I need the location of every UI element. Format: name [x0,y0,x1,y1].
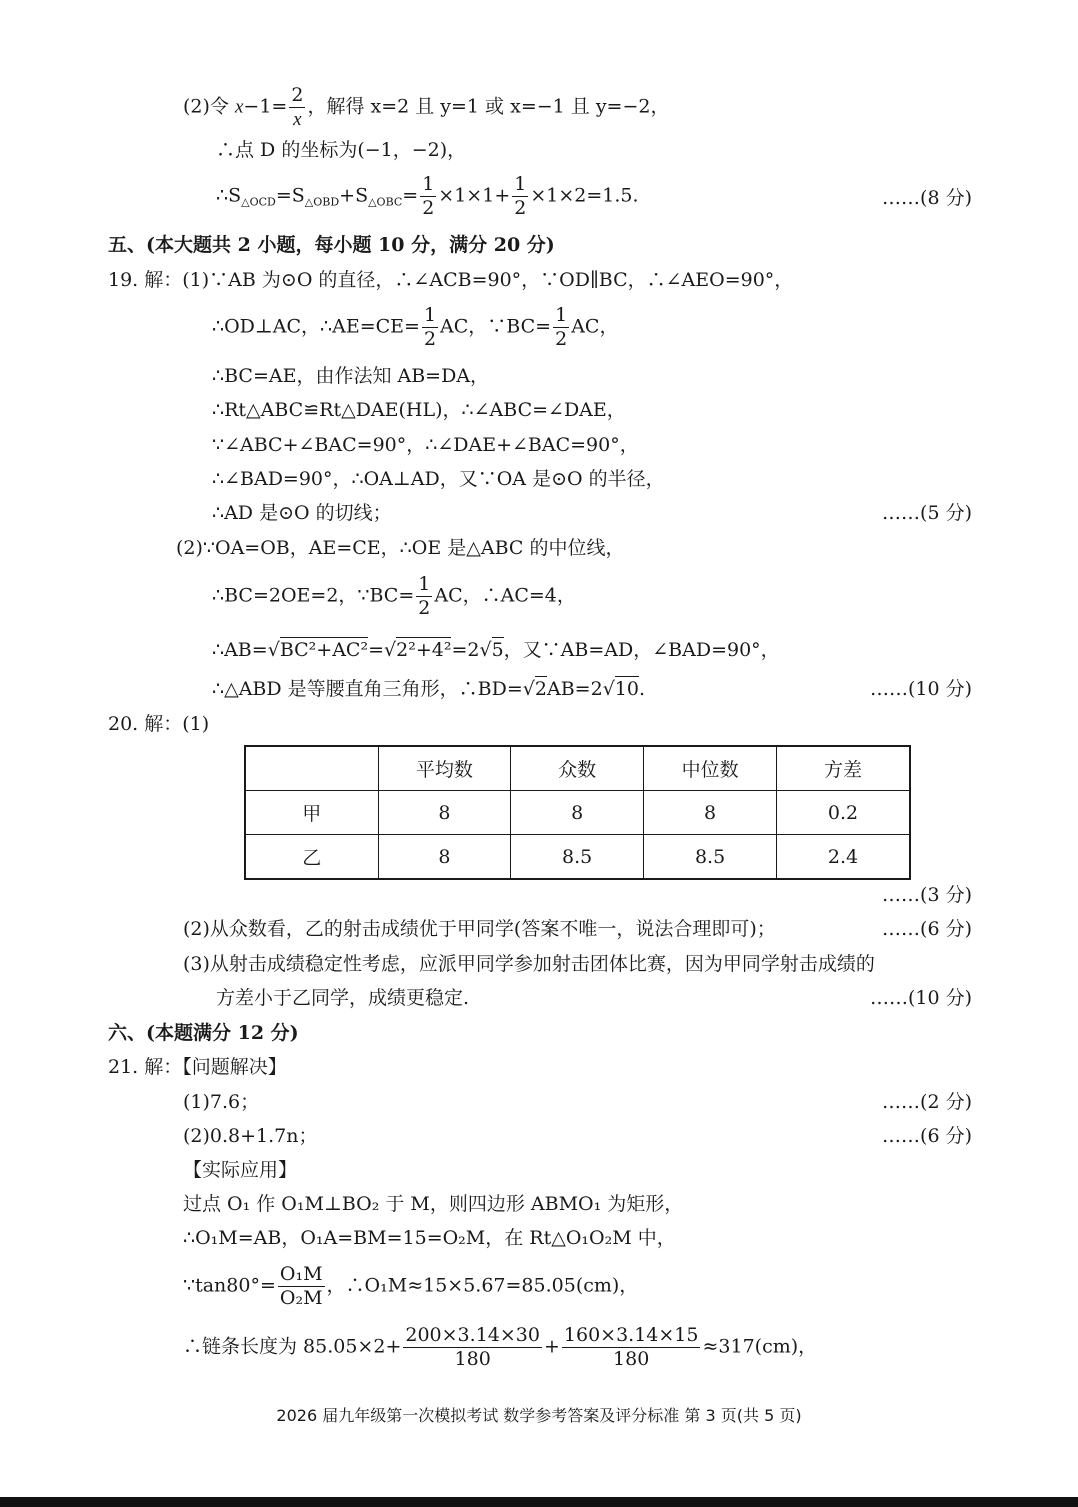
fraction-half: $\frac{1}{2}$ [418,573,431,619]
table-row [245,791,910,835]
q20-line-3: (3)从射击成绩稳定性考虑，应派甲同学参加射击团体比赛，因为甲同学射击成绩的 [183,953,875,975]
q19-line-8: (2)∵OA=OB，AE=CE，∴OE 是△ABC 的中位线， [176,537,625,559]
q19-line-2: ∴OD⊥AC，∴AE=CE= $\frac{1}{2}$ AC，∵BC= $\frac{1}{2}$ AC， [212,304,619,350]
q20-line-1: 20. 解：(1) [108,713,210,735]
fraction-tan: $\frac{\text{O₁M}}{\text{O₂M}}$ [279,1263,323,1309]
score-2: ……(2 分) [882,1091,972,1113]
section-6-heading: 六、(本题满分 12 分) [108,1022,299,1044]
fraction-half: $\frac{1}{2}$ [514,173,527,219]
table-cell: 甲 [245,791,378,835]
q21-line-6: ∴O₁M=AB，O₁A=BM=15=O₂M，在 Rt△O₁O₂M 中， [183,1227,676,1249]
bottom-edge-bar [0,1497,1078,1507]
q19-line-7: ∴AD 是⊙O 的切线； [212,502,392,524]
q18-line-1: (2)令 x−1= $\frac{2}{x}$ ，解得 x=2 且 y=1 或 x=−1 且 y=−2， [183,84,670,130]
fraction-half: $\frac{1}{2}$ [422,173,435,219]
q21-line-2: (1)7.6； [183,1091,260,1113]
table-header-cell: 众数 [511,746,644,791]
score-5: ……(5 分) [882,502,972,524]
fraction-arc-1: $\frac{200\times 3.14\times 30}{180}$ [405,1324,540,1370]
table-cell: 2.4 [777,835,910,880]
table-cell: 8 [511,791,644,835]
q19-line-9: ∴BC=2OE=2，∵BC= $\frac{1}{2}$ AC，∴AC=4， [212,573,576,619]
table-cell: 8 [378,791,511,835]
q19-line-1: 19. 解：(1)∵AB 为⊙O 的直径，∴∠ACB=90°，∵OD∥BC，∴∠AEO=90°， [108,269,794,291]
score-6b: ……(6 分) [882,1125,972,1147]
table-header-cell: 中位数 [644,746,777,791]
table-cell: 8.5 [511,835,644,880]
q21-line-4: 【实际应用】 [183,1159,298,1181]
q21-line-1: 21. 解：【问题解决】 [108,1056,287,1078]
q20-line-2: (2)从众数看，乙的射击成绩优于甲同学(答案不唯一，说法合理即可)； [183,918,776,940]
q21-line-7: ∵tan80°= $\frac{\text{O₁M}}{\text{O₂M}}$ ，∴O₁M≈15×5.67=85.05(cm)， [183,1263,639,1309]
table-row [245,835,910,880]
fraction-arc-2: $\frac{160\times 3.14\times 15}{180}$ [563,1324,699,1370]
score-3: ……(3 分) [882,884,972,906]
table-header-cell: 方差 [777,746,910,791]
page-footer: 2026 届九年级第一次模拟考试 数学参考答案及评分标准 第 3 页(共 5 页) [276,1406,802,1425]
table-cell: 乙 [245,835,378,880]
q19-line-10: ∴AB=√BC²+AC²=√2²+4²=2√5，又∵AB=AD，∠BAD=90°， [212,639,780,661]
q21-line-5: 过点 O₁ 作 O₁M⊥BO₂ 于 M，则四边形 ABMO₁ 为矩形， [183,1193,684,1215]
q19-line-3: ∴BC=AE，由作法知 AB=DA， [212,365,490,387]
q18-line-2: ∴点 D 的坐标为(−1，−2)， [216,139,467,161]
section-5-heading: 五、(本大题共 2 小题，每小题 10 分，满分 20 分) [108,234,555,256]
fraction-half: $\frac{1}{2}$ [555,304,568,350]
score-10: ……(10 分) [869,678,972,700]
table-header-row [245,746,910,791]
table-cell: 0.2 [777,791,910,835]
table-header-cell [245,746,378,791]
q19-line-11: ∴△ABD 是等腰直角三角形，∴BD=√2AB=2√10. [212,678,646,700]
q18-line-3: $\therefore S_{\triangle OCD}=S_{\triangle OBD}+S_{\triangle OBC}=$ $\frac{1}{2}$ ×1×1+ $\frac{1}{2}$ ×1×2=1.5. [216,173,639,219]
q21-line-8: ∴链条长度为 85.05×2+ $\frac{200\times 3.14\times 30}{180}$ + $\frac{160\times 3.14\times 15}{180}$ ≈317(cm)， [183,1324,818,1370]
q19-line-5: ∵∠ABC+∠BAC=90°，∴∠DAE+∠BAC=90°， [212,434,639,456]
stats-table [244,745,911,880]
table-cell: 8 [644,791,777,835]
table-header-cell: 平均数 [378,746,511,791]
q19-line-6: ∴∠BAD=90°，∴OA⊥AD，又∵OA 是⊙O 的半径， [212,468,665,490]
table-cell: 8 [378,835,511,880]
q20-line-4: 方差小于乙同学，成绩更稳定. [216,987,470,1009]
q19-line-4: ∴Rt△ABC≌Rt△DAE(HL)，∴∠ABC=∠DAE， [212,399,626,421]
fraction: $\frac{2}{x}$ [291,84,304,130]
q21-line-3: (2)0.8+1.7n； [183,1125,318,1147]
score-8: ……(8 分) [882,187,972,209]
score-6: ……(6 分) [882,918,972,940]
fraction-half: $\frac{1}{2}$ [423,304,437,350]
table-cell: 8.5 [644,835,777,880]
score-10b: ……(10 分) [869,987,972,1009]
